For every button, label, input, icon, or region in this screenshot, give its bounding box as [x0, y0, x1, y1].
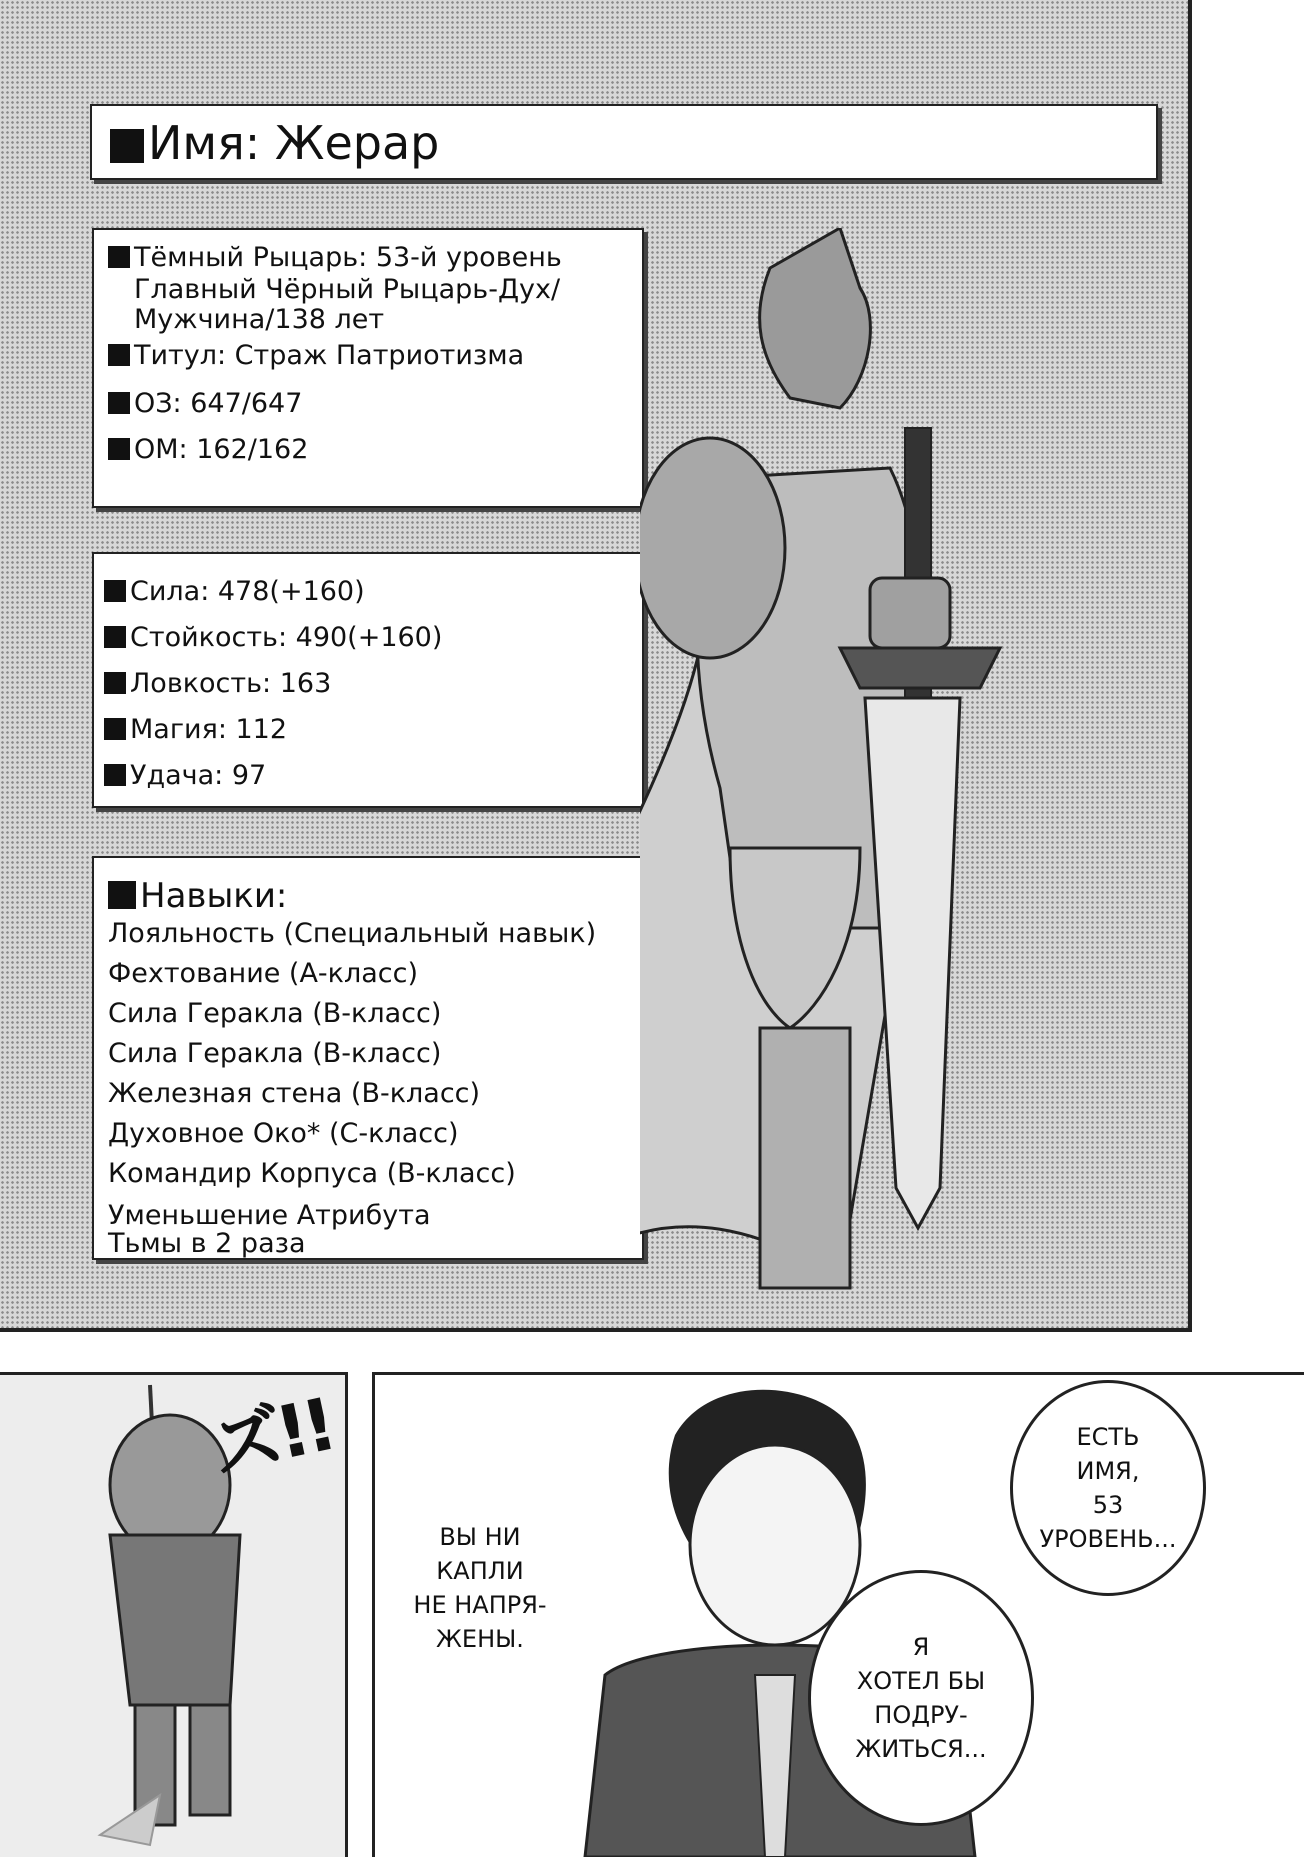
skills-heading: Навыки:: [140, 876, 288, 916]
bullet-square-icon: [108, 881, 136, 909]
skill-item: Сила Геракла (В-класс): [108, 1038, 442, 1069]
skill-item: Духовное Око* (С-класс): [108, 1118, 459, 1149]
stat-luck: Удача: 97: [130, 760, 267, 791]
bullet-square-icon: [108, 246, 130, 268]
stat-strength: Сила: 478(+160): [130, 576, 365, 607]
bubble-text: ВЫ НИ КАПЛИ НЕ НАПРЯ- ЖЕНЫ.: [413, 1523, 547, 1653]
bullet-square-icon: [104, 764, 126, 786]
skill-item: Железная стена (В-класс): [108, 1078, 481, 1109]
skill-item: Фехтование (А-класс): [108, 958, 419, 989]
bullet-square-icon: [104, 672, 126, 694]
info-box: [92, 228, 644, 508]
mp-line: ОМ: 162/162: [134, 434, 309, 465]
class-line-2: Главный Чёрный Рыцарь-Дух/: [134, 274, 561, 305]
skill-item: Сила Геракла (В-класс): [108, 998, 442, 1029]
bullet-square-icon: [108, 438, 130, 460]
bullet-square-icon: [110, 129, 144, 163]
bullet-square-icon: [104, 580, 126, 602]
name-box: [90, 104, 1158, 180]
bullet-square-icon: [108, 344, 130, 366]
character-name: Имя: Жерар: [148, 116, 440, 170]
knight-illustration: [640, 228, 1188, 1328]
stat-magic: Магия: 112: [130, 714, 288, 745]
bullet-square-icon: [108, 392, 130, 414]
class-line-1: Тёмный Рыцарь: 53-й уровень: [134, 242, 562, 273]
stat-toughness: Стойкость: 490(+160): [130, 622, 443, 653]
title-line: Титул: Страж Патриотизма: [134, 340, 525, 371]
speech-bubble-top-right: [1010, 1380, 1206, 1596]
speech-bubble-left: [390, 1438, 570, 1738]
speech-bubble-middle: [808, 1570, 1034, 1826]
sfx-text: ズ!!: [203, 1382, 339, 1490]
class-line-3: Мужчина/138 лет: [134, 304, 385, 335]
skills-box: [92, 856, 644, 1260]
skill-item: Командир Корпуса (В-класс): [108, 1158, 516, 1189]
bubble-text: ЕСТЬ ИМЯ, 53 УРОВЕНЬ...: [1039, 1423, 1177, 1553]
hp-line: ОЗ: 647/647: [134, 388, 303, 419]
bullet-square-icon: [104, 626, 126, 648]
stats-box: [92, 552, 644, 808]
bullet-square-icon: [104, 718, 126, 740]
bubble-text: Я ХОТЕЛ БЫ ПОДРУ- ЖИТЬСЯ...: [855, 1633, 987, 1763]
skill-item: Уменьшение Атрибута: [108, 1200, 431, 1231]
skill-item: Лояльность (Специальный навык): [108, 918, 597, 949]
stat-agility: Ловкость: 163: [130, 668, 332, 699]
skill-item: Тьмы в 2 раза: [108, 1228, 306, 1259]
